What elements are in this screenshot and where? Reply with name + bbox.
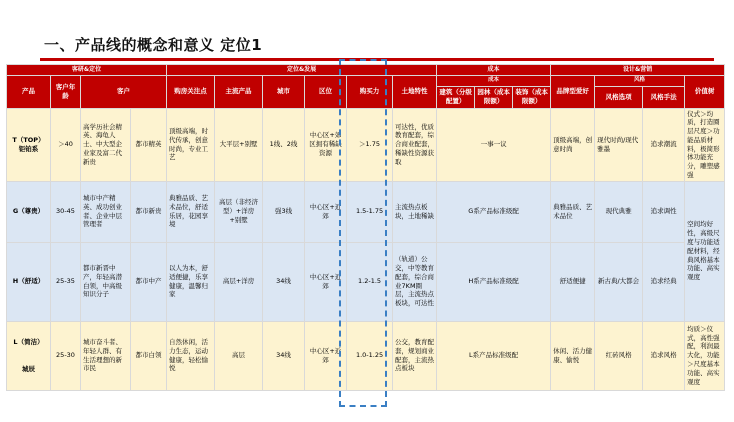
style-method-cell: 追求风格 (643, 321, 685, 390)
product-cell: H（舒适） (7, 242, 51, 321)
col-value: 价值树 (685, 76, 725, 108)
title-divider (40, 58, 714, 61)
client-desc-cell: 都市新晋中产，年轻高潜白领，中高级知识分子 (81, 242, 131, 321)
client-type-cell: 都市精英 (131, 108, 167, 181)
group-header-design: 设计&营销 (551, 65, 725, 76)
age-cell: 30-45 (51, 181, 81, 242)
power-cell: 1.0-1.25 (347, 321, 393, 390)
land-cell: 主流热点板块，土地稀缺 (393, 181, 437, 242)
product-line-table (6, 64, 725, 391)
col-city: 城市 (263, 76, 305, 108)
product-cell: G（尊贵） (7, 181, 51, 242)
power-cell: 1.5-1.75 (347, 181, 393, 242)
age-cell: 25-30 (51, 321, 81, 390)
client-type-cell: 都市新贵 (131, 181, 167, 242)
mainstream-cell: 高层（非经济型）+洋房+别墅 (215, 181, 263, 242)
style-option-cell: 现代典雅 (595, 181, 643, 242)
product-name: T（TOP） (12, 135, 45, 144)
client-desc-cell: 高学历社会精英、海龟人士、中大型企业家及富二代新贵 (81, 108, 131, 181)
mainstream-cell: 高层 (215, 321, 263, 390)
table-row (7, 181, 725, 242)
value-cell: 仪式＞均质，打造圈层尺度＞功能品质材料，极简形体功能充分，雕塑感强 (685, 108, 725, 181)
product-cell (7, 108, 51, 181)
col-product: 产品 (7, 76, 51, 108)
power-cell: 1.2-1.5 (347, 242, 393, 321)
product-sub: 钜铂系 (18, 144, 39, 153)
mainstream-cell: 大平层+别墅 (215, 108, 263, 181)
cost-cell: G系产品标准级配 (437, 181, 551, 242)
col-focus: 购房关注点 (167, 76, 215, 108)
location-cell: 中心区+近郊 (305, 242, 347, 321)
city-cell: 34线 (263, 321, 305, 390)
col-mainstream: 主流产品 (215, 76, 263, 108)
style-method-cell: 追求潮流 (643, 108, 685, 181)
mainstream-cell: 高层+洋房 (215, 242, 263, 321)
focus-cell: 典雅品质、艺术品位，舒适乐居，花园享境 (167, 181, 215, 242)
product-sub: 城辰 (22, 364, 35, 373)
city-cell: 34线 (263, 242, 305, 321)
group-header-client: 客研&定位 (7, 65, 167, 76)
location-cell: 中心区+郊区拥有稀缺资源 (305, 108, 347, 181)
brand-cell: 顶级高端，创意时尚 (551, 108, 595, 181)
col-power: 购买力 (347, 76, 393, 108)
col-building: 建筑（分级配置） (437, 86, 475, 108)
value-cell: 空间均好性，高级尺度与功能适配材料，经典风格基本功能、高实观度 (685, 181, 725, 321)
cost-subheader: 成本 (437, 76, 551, 86)
location-cell: 中心区+近郊 (305, 321, 347, 390)
cost-cell: 一事一议 (437, 108, 551, 181)
focus-cell: 以人为本，舒适便捷，乐享健康，温馨归家 (167, 242, 215, 321)
power-cell: ＞1.75 (347, 108, 393, 181)
style-option-cell: 现代时尚/现代雅墨 (595, 108, 643, 181)
cost-cell: H系产品标准级配 (437, 242, 551, 321)
cost-cell: L系产品标准级配 (437, 321, 551, 390)
city-cell: 1线、2线 (263, 108, 305, 181)
table-row (7, 321, 725, 390)
table-row (7, 242, 725, 321)
focus-cell: 自然休闲，活力生态，运动健康，轻松愉悦 (167, 321, 215, 390)
style-option-cell: 新古典/大都会 (595, 242, 643, 321)
col-garden: 园林（成本限额） (475, 86, 513, 108)
location-cell: 中心区+近郊 (305, 181, 347, 242)
page-title: 一、产品线的概念和意义 定位1 (44, 36, 263, 54)
product-name: L（简洁） (13, 337, 44, 346)
style-method-cell: 追求经典 (643, 242, 685, 321)
city-cell: 强3线 (263, 181, 305, 242)
land-cell: 公交，教育配套，规划商业配套，主流热点板块 (393, 321, 437, 390)
group-header-positioning: 定位&发展 (167, 65, 437, 76)
style-option-cell: 红砖风格 (595, 321, 643, 390)
col-brand: 品牌型爱好 (551, 76, 595, 108)
age-cell: ＞40 (51, 108, 81, 181)
title-area (40, 34, 714, 62)
style-method-cell: 追求调性 (643, 181, 685, 242)
brand-cell: 休闲、活力健康、愉悦 (551, 321, 595, 390)
client-desc-cell: 城市奋斗者、年轻人群、有生活理想的新市民 (81, 321, 131, 390)
col-location: 区位 (305, 76, 347, 108)
brand-cell: 典雅品质、艺术品位 (551, 181, 595, 242)
product-cell (7, 321, 51, 390)
client-type-cell: 都市中产 (131, 242, 167, 321)
land-cell: （轨道）公交，中等教育配套，综合商业7KM圈层，主流热点板块，可达性 (393, 242, 437, 321)
col-style-method: 风格手法 (643, 86, 685, 108)
table-row (7, 108, 725, 181)
client-desc-cell: 城市中产精英、成功创业者、企业中层管理者 (81, 181, 131, 242)
brand-cell: 舒适便捷 (551, 242, 595, 321)
col-age: 客户年龄 (51, 76, 81, 108)
col-style-option: 风格选项 (595, 86, 643, 108)
land-cell: 可达性，优质教育配套，综合商业配套，稀缺性资源获取 (393, 108, 437, 181)
value-cell: 均质＞仪式，高性强配，利润最大化，功能＞尺度基本功能、高实观度 (685, 321, 725, 390)
col-client: 客户 (81, 76, 167, 108)
client-type-cell: 都市白领 (131, 321, 167, 390)
col-decoration: 装饰（成本限额） (513, 86, 551, 108)
focus-cell: 顶级高端，时代传承，创意时尚，专业工艺 (167, 108, 215, 181)
group-header-cost: 成本 (437, 65, 551, 76)
age-cell: 25-35 (51, 242, 81, 321)
col-land: 土地特性 (393, 76, 437, 108)
style-subheader: 风格 (595, 76, 685, 86)
